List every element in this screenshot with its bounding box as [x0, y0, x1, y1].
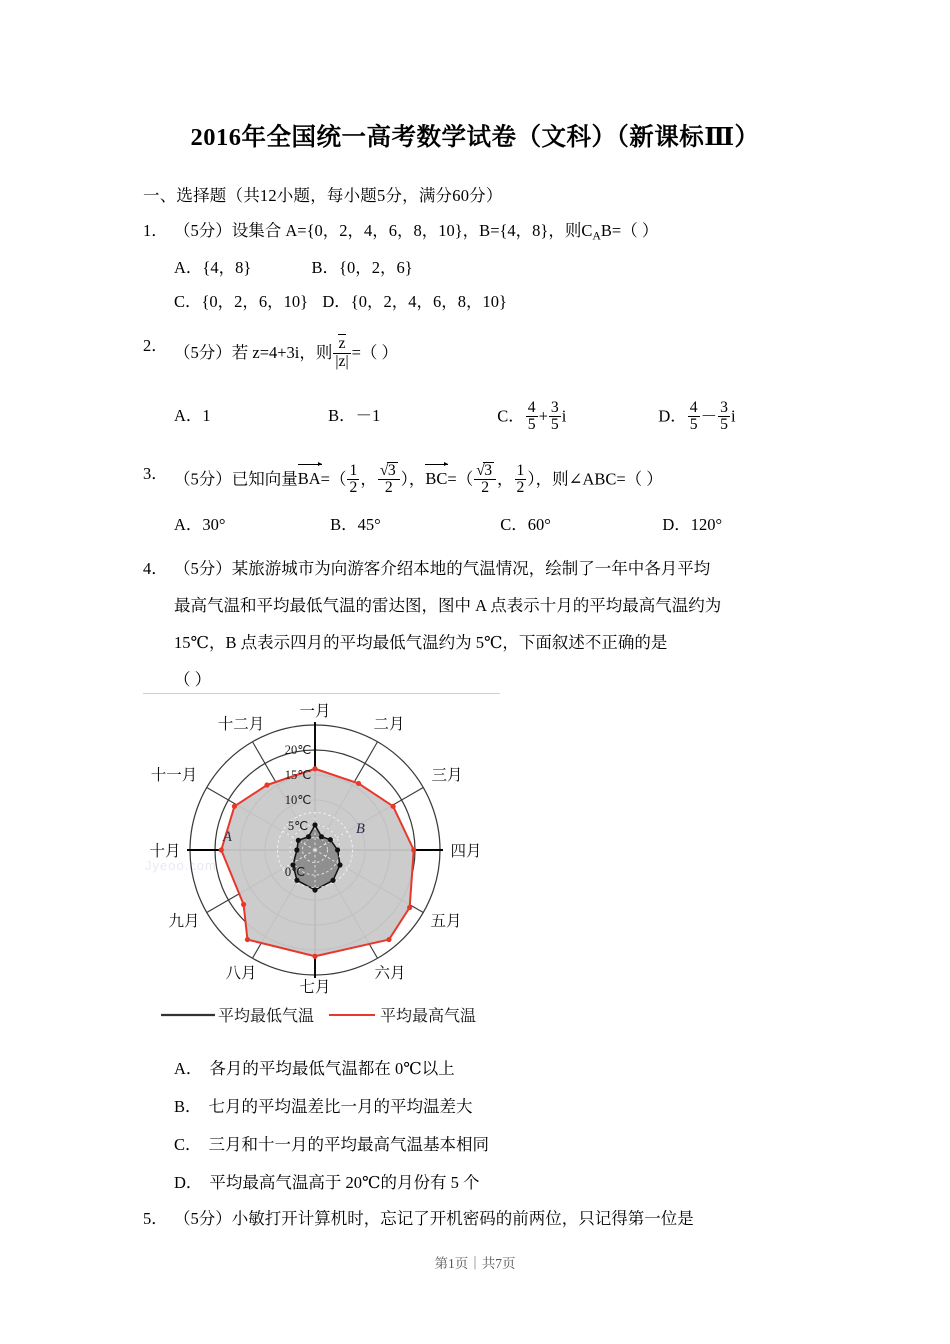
question-3-mid-3: =（: [447, 469, 474, 489]
category-label-sep: 九月: [168, 913, 200, 930]
option-d-label: D．: [658, 406, 687, 426]
question-3-mid-2: ），: [400, 469, 426, 489]
fraction-numerator: [378, 462, 400, 479]
category-label-may: 五月: [430, 913, 462, 930]
question-5-stem: （5分）小敏打开计算机时，忘记了开机密码的前两位，只记得第一位是: [174, 1209, 694, 1228]
question-2-stem-post: =（ ）: [351, 342, 399, 362]
legend-label-min: 平均最低气温: [218, 1008, 315, 1025]
category-label-mar: 三月: [431, 767, 463, 784]
question-2-option-c[interactable]: [497, 400, 654, 434]
question-4-option-c[interactable]: [174, 1131, 489, 1155]
page-title: 2016年全国统一高考数学试卷（文科）（新课标Ⅲ）: [190, 124, 760, 151]
option-d-imaginary-unit: i: [730, 406, 736, 426]
option-a-label: A．: [174, 1059, 203, 1078]
radial-tick-1: 5℃: [287, 819, 309, 833]
option-d-text: 平均最高气温高于 20℃的月份有 5 个: [209, 1173, 480, 1192]
question-1-options-row-2: [174, 288, 507, 312]
option-d-fraction-1: [688, 400, 700, 434]
category-label-aug: 八月: [225, 965, 257, 982]
question-3-comma-2: ，: [497, 469, 514, 489]
fraction-denominator: 2: [378, 479, 400, 496]
sqrt-3: [476, 462, 494, 479]
vector-ba: [298, 465, 321, 492]
question-5: [143, 1207, 694, 1232]
option-b-label: B．: [328, 406, 356, 426]
category-label-nov: 十一月: [150, 767, 198, 784]
question-3: [143, 462, 663, 497]
option-d-label: D．: [662, 515, 691, 534]
fraction-denominator: 5: [720, 416, 728, 434]
question-5-number: 5．: [143, 1209, 168, 1228]
option-a-text: 1: [202, 406, 211, 426]
question-4-option-a[interactable]: [174, 1055, 455, 1079]
option-a-text: 30°: [202, 515, 226, 534]
section-heading-text: 一、选择题（共12小题，每小题5分，满分60分）: [143, 186, 503, 205]
question-3-option-d[interactable]: [662, 511, 722, 535]
option-d-text: 120°: [690, 515, 723, 534]
category-label-jul: 七月: [299, 979, 331, 996]
category-label-jun: 六月: [374, 965, 406, 982]
fraction-numerator: 4: [689, 399, 698, 416]
option-d-text: {0，2，4，6，8，10}: [350, 292, 507, 311]
figure-top-rule: [143, 693, 500, 694]
radial-tick-2: 10℃: [284, 793, 312, 807]
question-4-stem-line-3: 15℃，B 点表示四月的平均最低气温约为 5℃，下面叙述不正确的是: [174, 633, 668, 652]
fraction-denominator: 2: [349, 479, 358, 497]
option-c-fraction-1: [526, 400, 538, 434]
question-4: [143, 550, 721, 698]
question-2-option-b[interactable]: [328, 402, 493, 426]
radar-chart-figure: [143, 690, 503, 1045]
question-1-option-b[interactable]: [312, 254, 413, 278]
question-4-option-d[interactable]: [174, 1169, 480, 1193]
question-3-options-row: [174, 511, 722, 535]
conjugate-fraction: [333, 334, 350, 370]
vector-bc: [425, 465, 447, 492]
fraction-denominator: 2: [474, 479, 496, 496]
option-b-text: －1: [355, 406, 381, 426]
fraction-numerator: 1: [516, 462, 525, 479]
radical-sign: √: [476, 461, 485, 479]
option-d-fraction-2: [718, 400, 730, 434]
watermark: Jyeoo.com: [145, 858, 217, 873]
section-heading: [143, 182, 503, 206]
fraction-numerator: 3: [720, 399, 728, 416]
fraction-denominator: |z|: [335, 353, 349, 371]
question-4-number: 4．: [143, 559, 168, 578]
vector-ba-label: BA: [297, 469, 321, 489]
option-b-text: 45°: [357, 515, 381, 534]
sqrt-3: [380, 462, 398, 479]
fraction-numerator: 3: [550, 399, 559, 416]
fraction-denominator: 2: [516, 479, 525, 497]
question-3-option-b[interactable]: [330, 511, 496, 535]
question-2-option-a[interactable]: [174, 402, 324, 426]
radial-tick-3: 15℃: [284, 768, 312, 782]
question-3-option-a[interactable]: [174, 511, 326, 535]
radial-tick-4: 20℃: [284, 743, 312, 757]
category-label-oct: 十月: [149, 843, 181, 860]
option-c-label: C．: [500, 515, 528, 534]
option-d-label: D．: [322, 292, 351, 311]
question-1-stem-subscript: A: [592, 228, 601, 243]
radicand: 3: [484, 462, 493, 479]
option-c-sign: +: [538, 406, 548, 426]
fraction-numerator: [333, 334, 350, 353]
category-label-dec: 十二月: [217, 716, 265, 733]
annotation-a-label: A: [223, 829, 232, 845]
question-3-stem-pre: （5分）已知向量: [174, 469, 298, 489]
vector-bc-label: BC: [425, 469, 448, 489]
ba-y-fraction: [378, 462, 400, 497]
question-2-option-d[interactable]: [658, 400, 735, 434]
option-a-text: {4，8}: [202, 258, 252, 277]
fraction-numerator: [474, 462, 496, 479]
option-d-sign: －: [700, 406, 718, 426]
option-b-label: B．: [174, 1097, 202, 1116]
fraction-numerator: 1: [349, 462, 358, 479]
option-c-label: C．: [174, 1135, 202, 1154]
fraction-denominator: 5: [550, 416, 559, 434]
option-c-label: C．: [174, 292, 202, 311]
question-2-options-row: [174, 400, 736, 434]
option-c-text: 60°: [527, 515, 551, 534]
option-d-label: D．: [174, 1173, 203, 1192]
question-4-stem-line-1: （5分）某旅游城市为向游客介绍本地的气温情况，绘制了一年中各月平均: [174, 559, 711, 578]
option-c-text: 三月和十一月的平均最高气温基本相同: [208, 1135, 490, 1154]
question-4-option-b[interactable]: [174, 1093, 473, 1117]
bc-y-fraction: [515, 463, 527, 497]
question-1-stem-tail: B=（ ）: [600, 221, 659, 240]
fraction-numerator: 4: [527, 399, 536, 416]
radar-chart-svg: [143, 698, 503, 998]
option-b-text: 七月的平均温差比一月的平均温差大: [208, 1097, 473, 1116]
option-c-text: {0，2，6，10}: [201, 292, 309, 311]
category-label-feb: 二月: [373, 716, 405, 733]
option-a-label: A．: [174, 515, 203, 534]
question-1-stem: [174, 219, 658, 245]
option-c-label: C．: [497, 406, 525, 426]
question-4-stem-line-4: （ ）: [174, 670, 212, 689]
radial-tick-0: 0℃: [284, 865, 306, 879]
option-b-label: B．: [330, 515, 358, 534]
question-2-stem: [174, 334, 398, 370]
question-1-option-c[interactable]: [174, 288, 308, 312]
radical-sign: √: [379, 461, 389, 479]
fraction-denominator: 5: [527, 416, 536, 434]
question-1-option-a[interactable]: [174, 254, 251, 278]
fraction-denominator: 5: [689, 416, 698, 434]
ba-x-fraction: [347, 463, 359, 497]
radar-chart-legend: [147, 998, 499, 1032]
category-label-apr: 四月: [450, 843, 482, 860]
option-b-label: B．: [311, 258, 340, 277]
option-a-label: A．: [174, 258, 203, 277]
question-2-stem-pre: （5分）若 z=4+3i，则: [174, 342, 333, 362]
annotation-b-label: B: [356, 821, 365, 837]
question-3-number: 3．: [143, 464, 168, 483]
option-c-imaginary-unit: i: [561, 406, 567, 426]
question-1-options-row-1: [174, 254, 413, 278]
fraction-numerator-text: z: [338, 335, 346, 352]
question-1-stem-text: （5分）设集合 A={0，2，4，6，8，10}，B={4，8}，则C: [174, 221, 593, 240]
bc-x-fraction: [474, 462, 496, 497]
radicand: 3: [387, 462, 396, 479]
question-2: [143, 334, 398, 370]
option-a-label: A．: [174, 406, 203, 426]
page-footer: 第1页｜共7页: [434, 1256, 516, 1271]
question-1: [143, 219, 658, 245]
legend-label-max: 平均最高气温: [380, 1008, 477, 1025]
question-3-mid-1: =（: [320, 469, 347, 489]
question-3-stem: [174, 462, 663, 497]
question-4-stem-line-2: 最高气温和平均最低气温的雷达图，图中 A 点表示十月的平均最高气温约为: [174, 596, 722, 615]
question-3-stem-post: ），则∠ABC=（ ）: [527, 469, 663, 489]
question-1-number: 1．: [143, 221, 168, 240]
question-2-number: 2．: [143, 336, 168, 355]
question-3-option-c[interactable]: [500, 511, 658, 535]
question-3-comma-1: ，: [360, 469, 377, 489]
option-c-fraction-2: [549, 400, 561, 434]
option-b-text: {0，2，6}: [339, 258, 413, 277]
question-1-option-d[interactable]: [322, 288, 507, 312]
option-a-text: 各月的平均最低气温都在 0℃以上: [209, 1059, 455, 1078]
category-label-jan: 一月: [299, 703, 331, 720]
